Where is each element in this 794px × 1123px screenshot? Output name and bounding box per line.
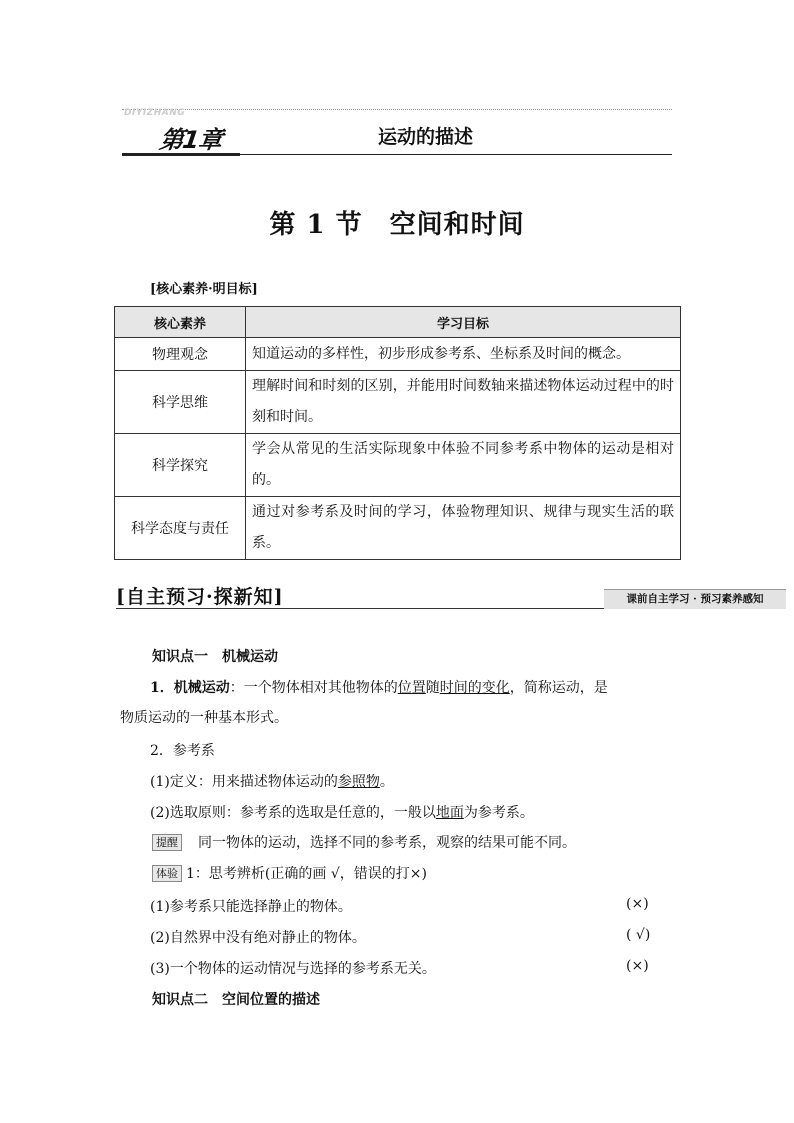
item-1-term: 机械运动 bbox=[173, 680, 230, 696]
banner-tag: 课前自主学习 · 预习素养感知 bbox=[604, 589, 786, 609]
definition-line bbox=[150, 771, 394, 791]
item-1-blank-position: 位置 bbox=[397, 680, 426, 696]
experience-tag: 体验 bbox=[152, 865, 182, 882]
header-dotted-rule bbox=[122, 109, 672, 110]
item-1-blank-time: 时间的变化 bbox=[439, 680, 510, 696]
item-1-line-2: 物质运动的一种基本形式。 bbox=[120, 710, 288, 726]
row-core: 物理观念 bbox=[115, 338, 246, 371]
row-core: 科学探究 bbox=[115, 434, 246, 497]
tip-tag: 提醒 bbox=[152, 834, 182, 851]
selection-blank: 地面 bbox=[435, 805, 464, 821]
selection-line bbox=[150, 802, 534, 822]
goals-table-header bbox=[115, 307, 681, 338]
section-title: 第 1 节 空间和时间 bbox=[269, 210, 525, 240]
experience-text: 1：思考辨析(正确的画 √，错误的打×) bbox=[186, 866, 427, 882]
header-rule bbox=[122, 154, 672, 155]
definition-text: (1)定义：用来描述物体运动的 bbox=[150, 774, 338, 790]
row-goal: 学会从常见的生活实际现象中体验不同参考系中物体的运动是相对的。 bbox=[246, 434, 681, 497]
tip-line bbox=[152, 832, 576, 852]
item-1-number: 1． bbox=[150, 680, 174, 696]
definition-blank: 参照物 bbox=[337, 774, 380, 790]
table-row bbox=[115, 434, 681, 497]
item-1-line-1 bbox=[150, 677, 608, 697]
item-1-text: ，简称运动，是 bbox=[509, 680, 608, 696]
chapter-pinyin: DIYIZHANG bbox=[124, 108, 186, 118]
goals-table bbox=[114, 306, 681, 560]
header-goal: 学习目标 bbox=[246, 307, 681, 338]
experience-line bbox=[152, 863, 427, 883]
definition-text: 。 bbox=[379, 774, 394, 790]
header-core: 核心素养 bbox=[115, 307, 246, 338]
judgment-mark: (×) bbox=[626, 958, 649, 974]
row-goal: 理解时间和时刻的区别，并能用时间数轴来描述物体运动过程中的时刻和时间。 bbox=[246, 371, 681, 434]
judgment-item: (2)自然界中没有绝对静止的物体。 bbox=[150, 930, 366, 946]
goals-label: [核心素养·明目标] bbox=[150, 282, 258, 297]
item-2-heading: 2．参考系 bbox=[150, 743, 215, 759]
chapter-label: 第1章 bbox=[157, 126, 224, 154]
table-row bbox=[115, 338, 681, 371]
row-core: 科学态度与责任 bbox=[115, 497, 246, 560]
row-core: 科学思维 bbox=[115, 371, 246, 434]
knowledge-point-2: 知识点二 空间位置的描述 bbox=[152, 992, 320, 1008]
knowledge-point-1: 知识点一 机械运动 bbox=[152, 649, 278, 665]
row-goal: 知道运动的多样性，初步形成参考系、坐标系及时间的概念。 bbox=[246, 338, 681, 371]
table-row bbox=[115, 497, 681, 560]
selection-text: 为参考系。 bbox=[463, 805, 534, 821]
judgment-item: (3)一个物体的运动情况与选择的参考系无关。 bbox=[150, 961, 436, 977]
item-1-text: 随 bbox=[425, 680, 440, 696]
table-row bbox=[115, 371, 681, 434]
item-1-text: ：一个物体相对其他物体的 bbox=[229, 680, 398, 696]
tip-text: 同一物体的运动，选择不同的参考系，观察的结果可能不同。 bbox=[198, 835, 576, 851]
preview-banner-title: [自主预习·探新知] bbox=[116, 586, 284, 608]
judgment-item: (1)参考系只能选择静止的物体。 bbox=[150, 899, 352, 915]
judgment-mark: ( √) bbox=[626, 927, 651, 943]
judgment-mark: (×) bbox=[626, 896, 649, 912]
chapter-title: 运动的描述 bbox=[378, 126, 474, 148]
row-goal: 通过对参考系及时间的学习，体验物理知识、规律与现实生活的联系。 bbox=[246, 497, 681, 560]
selection-text: (2)选取原则：参考系的选取是任意的，一般以 bbox=[150, 805, 436, 821]
